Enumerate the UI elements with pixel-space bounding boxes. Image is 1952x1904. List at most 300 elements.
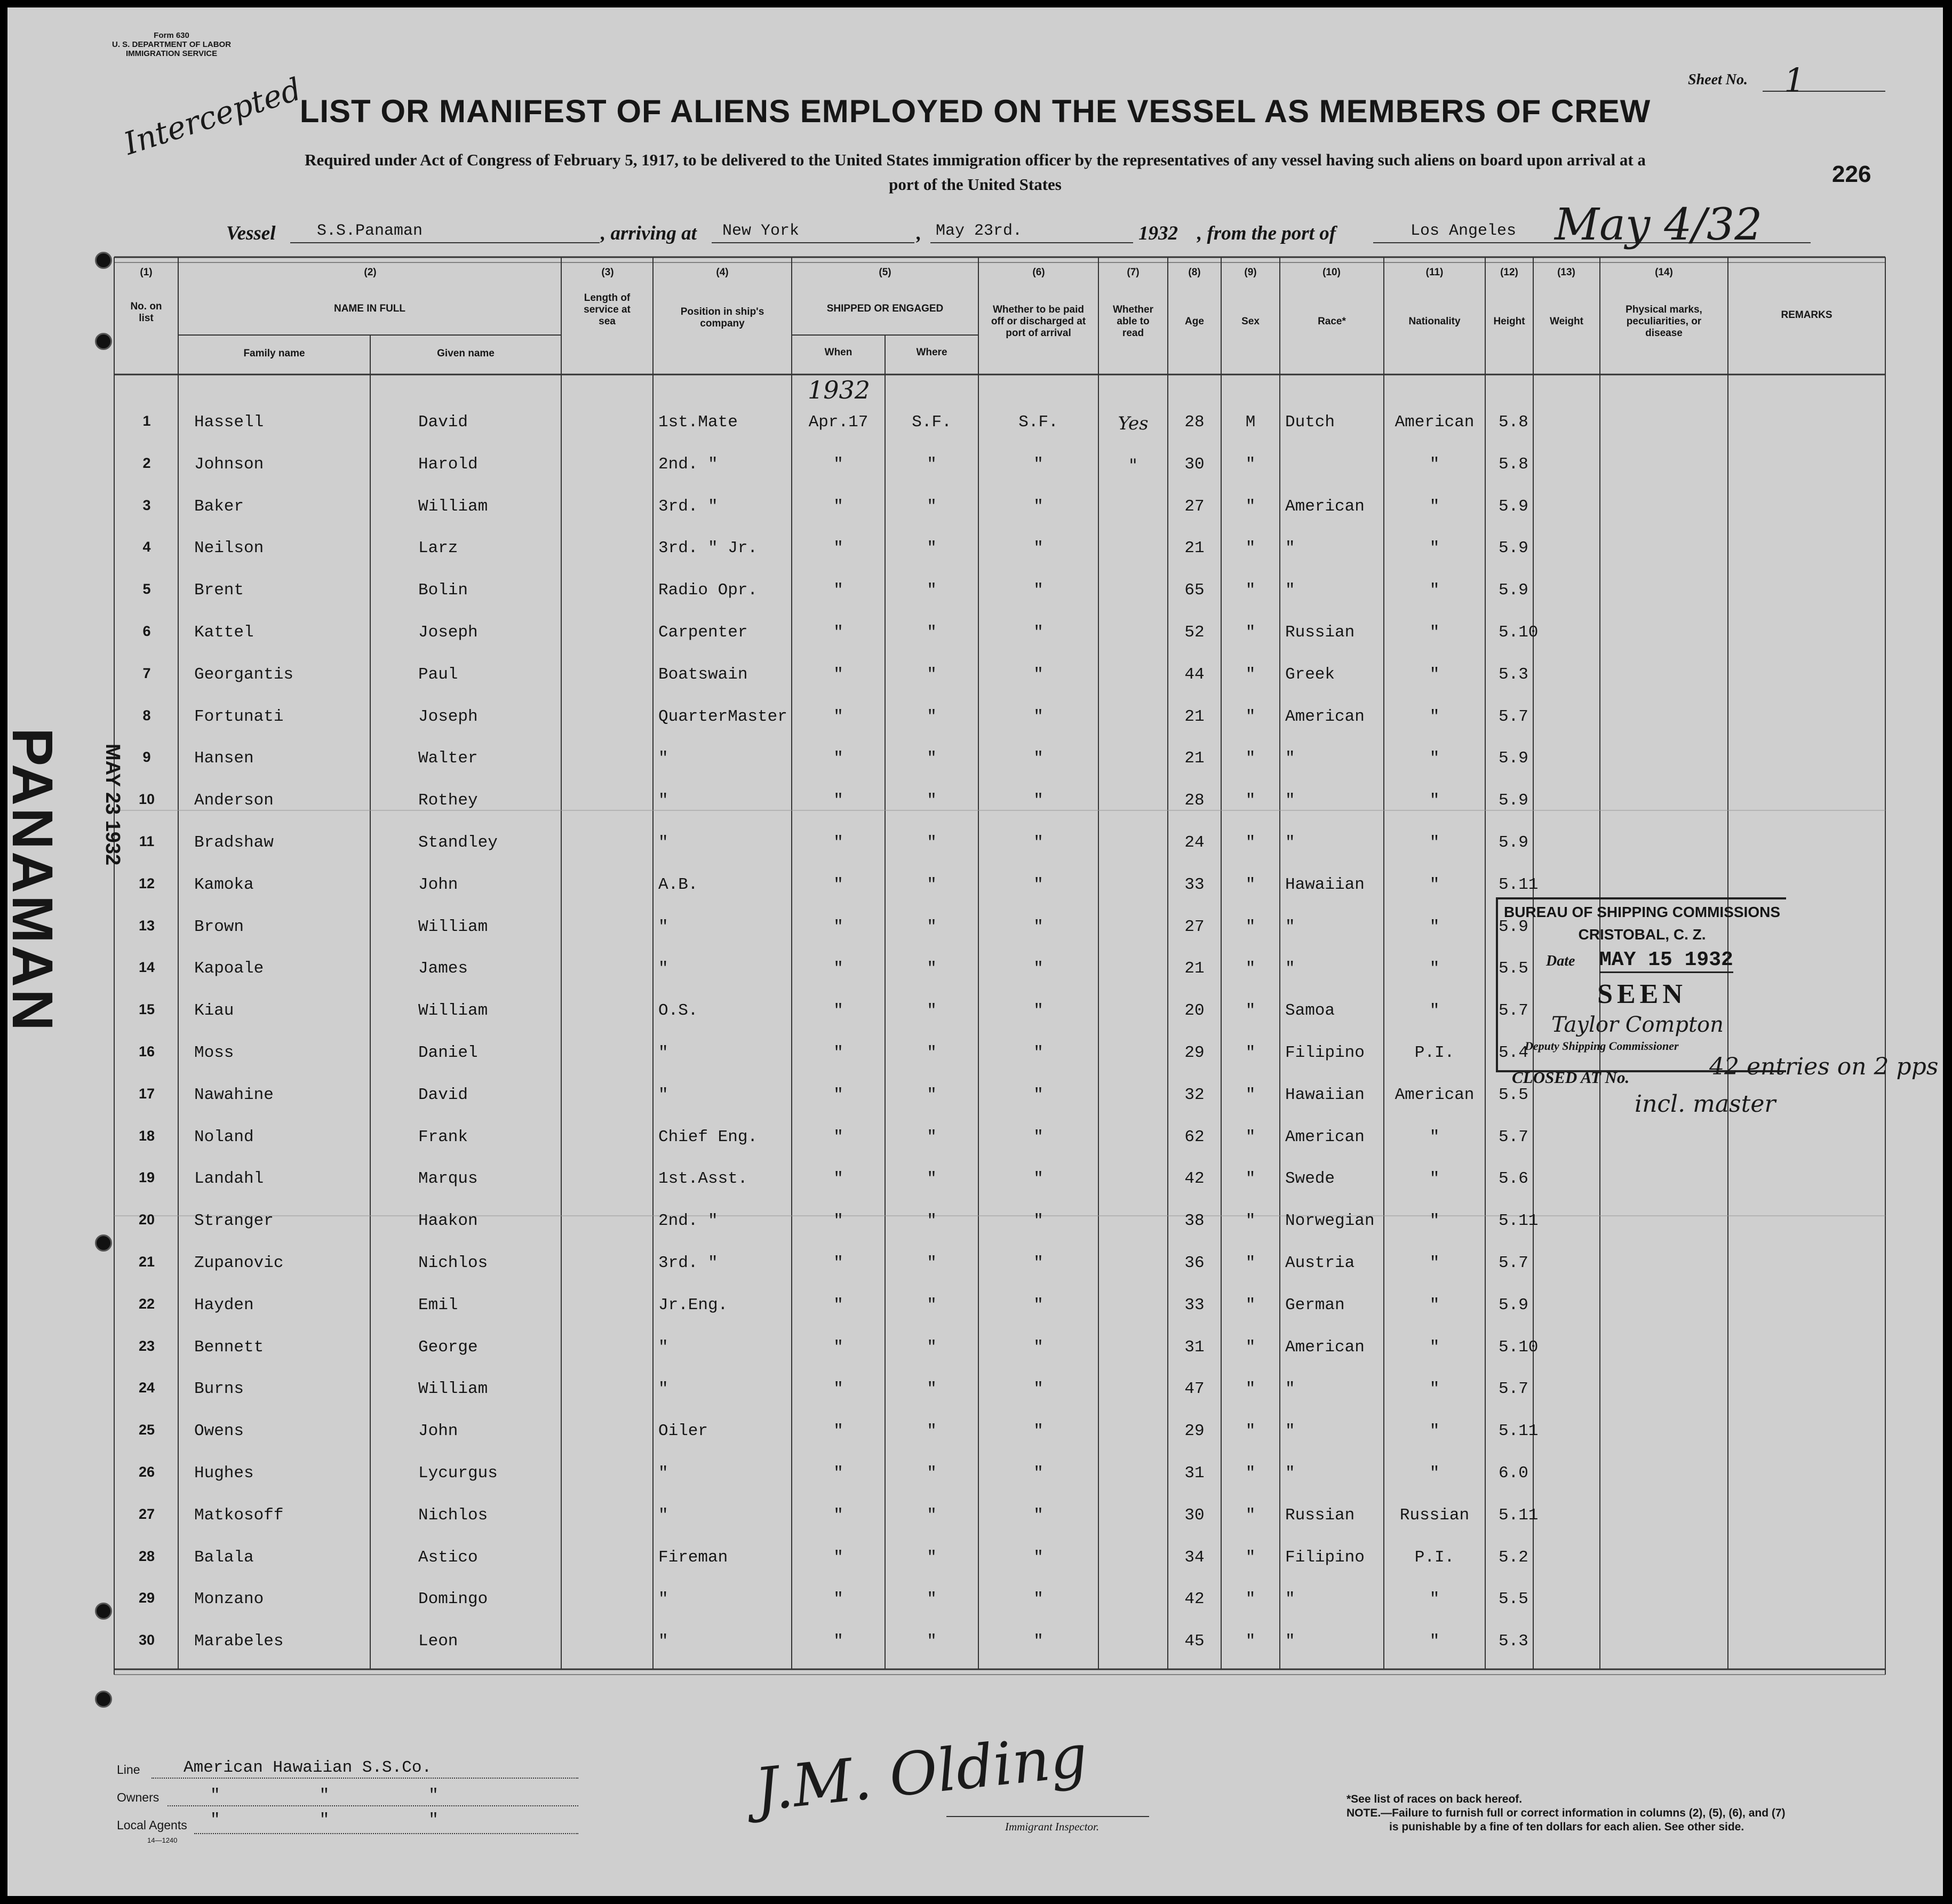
- cell-race: Filipino: [1285, 1548, 1365, 1567]
- cell-position: ": [658, 1590, 668, 1609]
- cell-position: Fireman: [658, 1548, 728, 1567]
- cell-position: A.B.: [658, 875, 698, 894]
- cell-age: 42: [1184, 1590, 1205, 1609]
- cell-age: 30: [1184, 455, 1205, 474]
- cell-when: ": [833, 917, 843, 936]
- cell-sex: ": [1245, 875, 1256, 894]
- cell-height: 5.4: [1499, 1043, 1528, 1062]
- cell-sex: ": [1245, 539, 1256, 558]
- cell-sex: ": [1245, 1254, 1256, 1272]
- cell-when: ": [833, 1632, 843, 1651]
- form-number: [112, 31, 231, 58]
- cell-no: 22: [138, 1295, 155, 1312]
- cell-age: 27: [1184, 917, 1205, 936]
- cell-race: Filipino: [1285, 1043, 1365, 1062]
- cell-where: ": [927, 1127, 937, 1146]
- cell-height: 5.3: [1499, 1632, 1528, 1651]
- from-label: , from the port of: [1197, 222, 1336, 244]
- cell-age: 21: [1184, 539, 1205, 558]
- cell-height: 5.10: [1499, 623, 1539, 642]
- cell-given-name: James: [418, 959, 468, 978]
- cell-paid-off: ": [1033, 959, 1043, 978]
- cell-where: ": [927, 1590, 937, 1609]
- cell-family-name: Kamoka: [194, 875, 254, 894]
- cell-age: 28: [1184, 791, 1205, 810]
- cell-race: Greek: [1285, 665, 1335, 684]
- cell-height: 5.9: [1499, 833, 1528, 852]
- cell-position: Radio Opr.: [658, 581, 758, 600]
- cell-family-name: Brent: [194, 581, 244, 600]
- manifest-sheet: [1, 7, 1943, 1896]
- col-num-8: (8): [1188, 267, 1201, 278]
- cell-height: 5.9: [1499, 539, 1528, 558]
- cell-race: ": [1285, 1422, 1295, 1441]
- header-shipped-or-engaged: SHIPPED OR ENGAGED: [826, 303, 944, 314]
- cell-family-name: Bennett: [194, 1337, 264, 1357]
- cell-height: 5.3: [1499, 665, 1528, 684]
- cell-given-name: William: [418, 497, 488, 516]
- cell-where: ": [927, 1295, 937, 1315]
- cell-sex: ": [1245, 1464, 1256, 1483]
- cell-when: ": [833, 623, 843, 642]
- cell-race: German: [1285, 1295, 1345, 1315]
- cell-paid-off: ": [1033, 1212, 1043, 1231]
- cell-paid-off: ": [1033, 1590, 1043, 1609]
- cell-age: 20: [1184, 1001, 1205, 1021]
- cell-able-to-read: Yes: [1118, 413, 1149, 434]
- cell-given-name: Nichlos: [418, 1254, 488, 1272]
- cell-position: ": [658, 959, 668, 978]
- col-num-10: (10): [1322, 267, 1341, 278]
- cell-family-name: Matkosoff: [194, 1505, 284, 1525]
- cell-height: 5.5: [1499, 1590, 1528, 1609]
- cell-when: ": [833, 875, 843, 894]
- cell-when: ": [833, 497, 843, 516]
- cell-family-name: Monzano: [194, 1590, 264, 1609]
- cell-where: ": [927, 959, 937, 978]
- cell-nationality: American: [1395, 1085, 1475, 1104]
- cell-given-name: Harold: [418, 455, 478, 474]
- cell-no: 16: [138, 1043, 155, 1059]
- cell-nationality: ": [1429, 1590, 1440, 1609]
- cell-position: ": [658, 1632, 668, 1651]
- bureau-stamp-line-2: CRISTOBAL, C. Z.: [1578, 926, 1706, 943]
- col-num-11: (11): [1425, 267, 1444, 278]
- cell-sex: ": [1245, 833, 1256, 852]
- sheet-no-value: 1: [1784, 61, 1805, 100]
- cell-where: ": [927, 875, 937, 894]
- cell-race: Norwegian: [1285, 1212, 1375, 1231]
- cell-nationality: ": [1429, 1254, 1440, 1272]
- cell-when: ": [833, 1548, 843, 1567]
- cell-where: ": [927, 833, 937, 852]
- footer-line-underline: [152, 1778, 578, 1779]
- col-num-13: (13): [1557, 267, 1575, 278]
- cell-height: 5.9: [1499, 581, 1528, 600]
- cell-paid-off: ": [1033, 455, 1043, 474]
- cell-position: ": [658, 917, 668, 936]
- cell-no: 12: [138, 875, 155, 891]
- cell-position: 3rd. ": [658, 1254, 718, 1272]
- cell-no: 23: [138, 1337, 155, 1354]
- cell-given-name: Domingo: [418, 1590, 488, 1609]
- cell-position: Oiler: [658, 1422, 708, 1441]
- cell-family-name: Hughes: [194, 1464, 254, 1483]
- cell-paid-off: ": [1033, 1505, 1043, 1525]
- cell-family-name: Moss: [194, 1043, 234, 1062]
- cell-position: Jr.Eng.: [658, 1295, 728, 1315]
- side-stamp-date: MAY 23 1932: [101, 744, 124, 866]
- cell-position: 1st.Mate: [658, 413, 738, 432]
- cell-sex: ": [1245, 1295, 1256, 1315]
- binder-hole: [95, 252, 112, 269]
- cell-position: ": [658, 1337, 668, 1357]
- cell-sex: ": [1245, 1169, 1256, 1189]
- cell-nationality: ": [1429, 581, 1440, 600]
- cell-position: QuarterMaster: [658, 707, 787, 726]
- cell-when: ": [833, 1337, 843, 1357]
- cell-no: 21: [138, 1254, 155, 1270]
- cell-paid-off: ": [1033, 749, 1043, 768]
- cell-when: ": [833, 1212, 843, 1231]
- cell-no: 10: [138, 791, 155, 808]
- cell-when: ": [833, 455, 843, 474]
- header-remarks: REMARKS: [1781, 309, 1833, 321]
- cell-paid-off: ": [1033, 1254, 1043, 1272]
- cell-no: 13: [138, 917, 155, 934]
- cell-nationality: ": [1429, 1380, 1440, 1399]
- cell-paid-off: ": [1033, 1043, 1043, 1062]
- subtitle-line-2: port of the United States: [889, 175, 1062, 194]
- cell-paid-off: ": [1033, 1422, 1043, 1441]
- cell-sex: M: [1245, 413, 1256, 432]
- cell-when: ": [833, 539, 843, 558]
- cell-no: 8: [142, 707, 151, 723]
- cell-age: 38: [1184, 1212, 1205, 1231]
- cell-family-name: Burns: [194, 1380, 244, 1399]
- bureau-stamp-line-1: BUREAU OF SHIPPING COMMISSIONS: [1503, 904, 1781, 920]
- footnote-penalty-1: NOTE.—Failure to furnish full or correct information in columns (2), (5), (6), and (7): [1347, 1807, 1786, 1819]
- cell-age: 31: [1184, 1464, 1205, 1483]
- cell-given-name: Walter: [418, 749, 478, 768]
- cell-age: 45: [1184, 1632, 1205, 1651]
- cell-height: 5.9: [1499, 749, 1528, 768]
- cell-where: ": [927, 1505, 937, 1525]
- cell-nationality: ": [1429, 1127, 1440, 1146]
- cell-sex: ": [1245, 1337, 1256, 1357]
- year: 1932: [1138, 222, 1178, 244]
- cell-height: 5.7: [1499, 707, 1528, 726]
- header-height: Height: [1493, 316, 1525, 327]
- footer-owners-value: " " ": [210, 1786, 439, 1805]
- cell-height: 5.9: [1499, 791, 1528, 810]
- cell-sex: ": [1245, 1548, 1256, 1567]
- header-family-name: Family name: [243, 348, 305, 359]
- cell-position: Boatswain: [658, 665, 748, 684]
- cell-height: 5.7: [1499, 1127, 1528, 1146]
- cell-sex: ": [1245, 917, 1256, 936]
- cell-nationality: ": [1429, 707, 1440, 726]
- cell-no: 25: [138, 1422, 155, 1438]
- cell-no: 7: [142, 665, 151, 681]
- cell-when: ": [833, 665, 843, 684]
- footer-line-label: Line: [117, 1763, 140, 1776]
- cell-family-name: Zupanovic: [194, 1254, 284, 1272]
- cell-family-name: Kapoale: [194, 959, 264, 978]
- cell-given-name: Leon: [418, 1632, 458, 1651]
- cell-position: Carpenter: [658, 623, 748, 642]
- cell-where: ": [927, 455, 937, 474]
- cell-paid-off: ": [1033, 665, 1043, 684]
- cell-race: ": [1285, 959, 1295, 978]
- cell-paid-off: ": [1033, 1295, 1043, 1315]
- cell-where: ": [927, 1422, 937, 1441]
- cell-family-name: Bradshaw: [194, 833, 274, 852]
- cell-paid-off: ": [1033, 1464, 1043, 1483]
- col-num-12: (12): [1500, 267, 1518, 278]
- bureau-stamp-date: MAY 15 1932: [1599, 949, 1733, 973]
- cell-nationality: ": [1429, 1422, 1440, 1441]
- cell-nationality: American: [1395, 413, 1475, 432]
- cell-nationality: ": [1429, 1464, 1440, 1483]
- cell-age: 33: [1184, 875, 1205, 894]
- document-number: 226: [1832, 161, 1871, 187]
- cell-when: ": [833, 749, 843, 768]
- cell-no: 28: [138, 1548, 155, 1564]
- cell-race: American: [1285, 1127, 1365, 1146]
- binder-hole: [95, 1234, 112, 1252]
- footnote-penalty-2: is punishable by a fine of ten dollars for each alien. See other side.: [1389, 1821, 1744, 1833]
- cell-paid-off: ": [1033, 707, 1043, 726]
- col-num-14: (14): [1655, 267, 1673, 278]
- cell-position: O.S.: [658, 1001, 698, 1021]
- cell-paid-off: ": [1033, 1380, 1043, 1399]
- cell-nationality: ": [1429, 497, 1440, 516]
- cell-race: ": [1285, 917, 1295, 936]
- cell-height: 5.6: [1499, 1169, 1528, 1189]
- cell-age: 62: [1184, 1127, 1205, 1146]
- cell-no: 14: [138, 959, 155, 976]
- cell-given-name: Astico: [418, 1548, 478, 1567]
- cell-height: 5.8: [1499, 413, 1528, 432]
- cell-race: Russian: [1285, 1505, 1355, 1525]
- cell-no: 3: [142, 497, 151, 513]
- cell-when: ": [833, 833, 843, 852]
- cell-nationality: ": [1429, 959, 1440, 978]
- arriving-label: , arriving at: [601, 222, 697, 244]
- cell-when: ": [833, 1001, 843, 1021]
- cell-when: ": [833, 1127, 843, 1146]
- cell-no: 2: [142, 455, 151, 471]
- header-physical-marks: Physical marks, peculiarities, or disease: [1626, 304, 1702, 339]
- cell-when: ": [833, 1254, 843, 1272]
- cell-when: ": [833, 1505, 843, 1525]
- cell-sex: ": [1245, 1380, 1256, 1399]
- cell-where: ": [927, 1085, 937, 1104]
- cell-position: 2nd. ": [658, 455, 718, 474]
- cell-race: ": [1285, 539, 1295, 558]
- footer-agents-value: " " ": [210, 1811, 439, 1829]
- cell-family-name: Neilson: [194, 539, 264, 558]
- cell-paid-off: S.F.: [1018, 413, 1058, 432]
- cell-age: 21: [1184, 749, 1205, 768]
- header-sex: Sex: [1241, 316, 1260, 327]
- cell-age: 24: [1184, 833, 1205, 852]
- cell-when: ": [833, 1295, 843, 1315]
- cell-when: ": [833, 959, 843, 978]
- cell-age: 44: [1184, 665, 1205, 684]
- inspector-signature: J.M. Olding: [752, 1721, 1091, 1825]
- cell-nationality: ": [1429, 623, 1440, 642]
- cell-race: Austria: [1285, 1254, 1355, 1272]
- cell-sex: ": [1245, 1043, 1256, 1062]
- footnote-races: *See list of races on back hereof.: [1347, 1793, 1523, 1805]
- cell-race: Dutch: [1285, 413, 1335, 432]
- cell-race: ": [1285, 791, 1295, 810]
- cell-paid-off: ": [1033, 791, 1043, 810]
- handwritten-year: 1932: [808, 376, 871, 404]
- cell-age: 29: [1184, 1422, 1205, 1441]
- page-title: LIST OR MANIFEST OF ALIENS EMPLOYED ON THE VESSEL AS MEMBERS OF CREW: [299, 93, 1651, 129]
- cell-no: 27: [138, 1505, 155, 1522]
- binder-hole: [95, 333, 112, 350]
- header-no-on-list: No. on list: [130, 301, 162, 324]
- cell-given-name: David: [418, 413, 468, 432]
- cell-given-name: Larz: [418, 539, 458, 558]
- cell-paid-off: ": [1033, 1085, 1043, 1104]
- cell-where: ": [927, 497, 937, 516]
- cell-no: 17: [138, 1085, 155, 1102]
- cell-race: ": [1285, 833, 1295, 852]
- cell-age: 32: [1184, 1085, 1205, 1104]
- cell-family-name: Marabeles: [194, 1632, 284, 1651]
- cell-nationality: ": [1429, 1169, 1440, 1189]
- cell-height: 6.0: [1499, 1464, 1528, 1483]
- cell-height: 5.8: [1499, 455, 1528, 474]
- cell-when: ": [833, 1590, 843, 1609]
- cell-able-to-read: ": [1129, 455, 1137, 476]
- cell-height: 5.7: [1499, 1380, 1528, 1399]
- cell-when: ": [833, 1169, 843, 1189]
- cell-age: 42: [1184, 1169, 1205, 1189]
- cell-when: ": [833, 791, 843, 810]
- cell-given-name: John: [418, 1422, 458, 1441]
- vessel-label: Vessel: [226, 222, 276, 244]
- inspector-underline: [946, 1816, 1149, 1817]
- cell-where: ": [927, 1212, 937, 1231]
- footer-agents-label: Local Agents: [117, 1818, 187, 1832]
- cell-race: ": [1285, 581, 1295, 600]
- subtitle-line-1: Required under Act of Congress of February 5, 1917, to be delivered to the United States immigration officer by the representatives of any vessel having such aliens on board upon arrival at a: [305, 150, 1646, 169]
- cell-given-name: Haakon: [418, 1212, 478, 1231]
- cell-family-name: Owens: [194, 1422, 244, 1441]
- cell-no: 5: [142, 581, 151, 598]
- form-line-3: IMMIGRATION SERVICE: [125, 49, 218, 58]
- cell-given-name: Daniel: [418, 1043, 478, 1062]
- date-underline: [930, 242, 1133, 243]
- cell-when: ": [833, 1085, 843, 1104]
- footer-owners-underline: [168, 1805, 578, 1806]
- footer-form-code: 14—1240: [147, 1836, 178, 1844]
- form-line-2: U. S. DEPARTMENT OF LABOR: [112, 40, 232, 49]
- cell-age: 47: [1184, 1380, 1205, 1399]
- cell-paid-off: ": [1033, 1169, 1043, 1189]
- closed-at-label: CLOSED AT No.: [1512, 1068, 1630, 1087]
- cell-paid-off: ": [1033, 917, 1043, 936]
- cell-position: ": [658, 1043, 668, 1062]
- cell-height: 5.11: [1499, 1422, 1539, 1441]
- cell-position: ": [658, 1380, 668, 1399]
- cell-nationality: ": [1429, 1632, 1440, 1651]
- cell-where: ": [927, 1632, 937, 1651]
- vessel-underline: [290, 242, 600, 243]
- cell-where: ": [927, 1254, 937, 1272]
- cell-paid-off: ": [1033, 875, 1043, 894]
- side-stamp-ship: PANAMAN: [1, 728, 65, 1033]
- cell-paid-off: ": [1033, 1632, 1043, 1651]
- cell-age: 33: [1184, 1295, 1205, 1315]
- sheet-no-underline: [1763, 91, 1885, 92]
- cell-where: ": [927, 1464, 937, 1483]
- cell-nationality: ": [1429, 665, 1440, 684]
- cell-paid-off: ": [1033, 1548, 1043, 1567]
- cell-race: American: [1285, 497, 1365, 516]
- header-length-of-service: Length of service at sea: [584, 292, 631, 327]
- cell-height: 5.11: [1499, 1505, 1539, 1525]
- cell-family-name: Brown: [194, 917, 244, 936]
- cell-paid-off: ": [1033, 623, 1043, 642]
- col-num-9: (9): [1244, 267, 1257, 278]
- cell-sex: ": [1245, 623, 1256, 642]
- header-race: Race*: [1318, 316, 1346, 327]
- cell-nationality: ": [1429, 455, 1440, 474]
- cell-paid-off: ": [1033, 1001, 1043, 1021]
- cell-height: 5.5: [1499, 959, 1528, 978]
- cell-position: 2nd. ": [658, 1212, 718, 1231]
- cell-no: 4: [142, 539, 151, 555]
- cell-given-name: Nichlos: [418, 1505, 488, 1525]
- col-num-4: (4): [716, 267, 729, 278]
- cell-nationality: ": [1429, 917, 1440, 936]
- bureau-stamp-seen: SEEN: [1597, 979, 1687, 1009]
- cell-no: 18: [138, 1127, 155, 1144]
- cell-family-name: Kattel: [194, 623, 254, 642]
- cell-where: ": [927, 707, 937, 726]
- cell-age: 27: [1184, 497, 1205, 516]
- cell-position: ": [658, 791, 668, 810]
- cell-race: Russian: [1285, 623, 1355, 642]
- cell-sex: ": [1245, 665, 1256, 684]
- cell-where: ": [927, 917, 937, 936]
- cell-where: S.F.: [912, 413, 952, 432]
- cell-where: ": [927, 791, 937, 810]
- cell-height: 5.9: [1499, 1295, 1528, 1315]
- cell-given-name: Frank: [418, 1127, 468, 1146]
- cell-sex: ": [1245, 1422, 1256, 1441]
- cell-paid-off: ": [1033, 1337, 1043, 1357]
- col-num-2: (2): [364, 267, 377, 278]
- cell-sex: ": [1245, 1212, 1256, 1231]
- cell-sex: ": [1245, 1632, 1256, 1651]
- cell-given-name: Paul: [418, 665, 458, 684]
- cell-race: ": [1285, 749, 1295, 768]
- col-num-1: (1): [140, 267, 153, 278]
- cell-given-name: Emil: [418, 1295, 458, 1315]
- cell-no: 1: [142, 413, 151, 429]
- cell-sex: ": [1245, 1127, 1256, 1146]
- cell-when: Apr.17: [808, 413, 869, 432]
- cell-given-name: George: [418, 1337, 478, 1357]
